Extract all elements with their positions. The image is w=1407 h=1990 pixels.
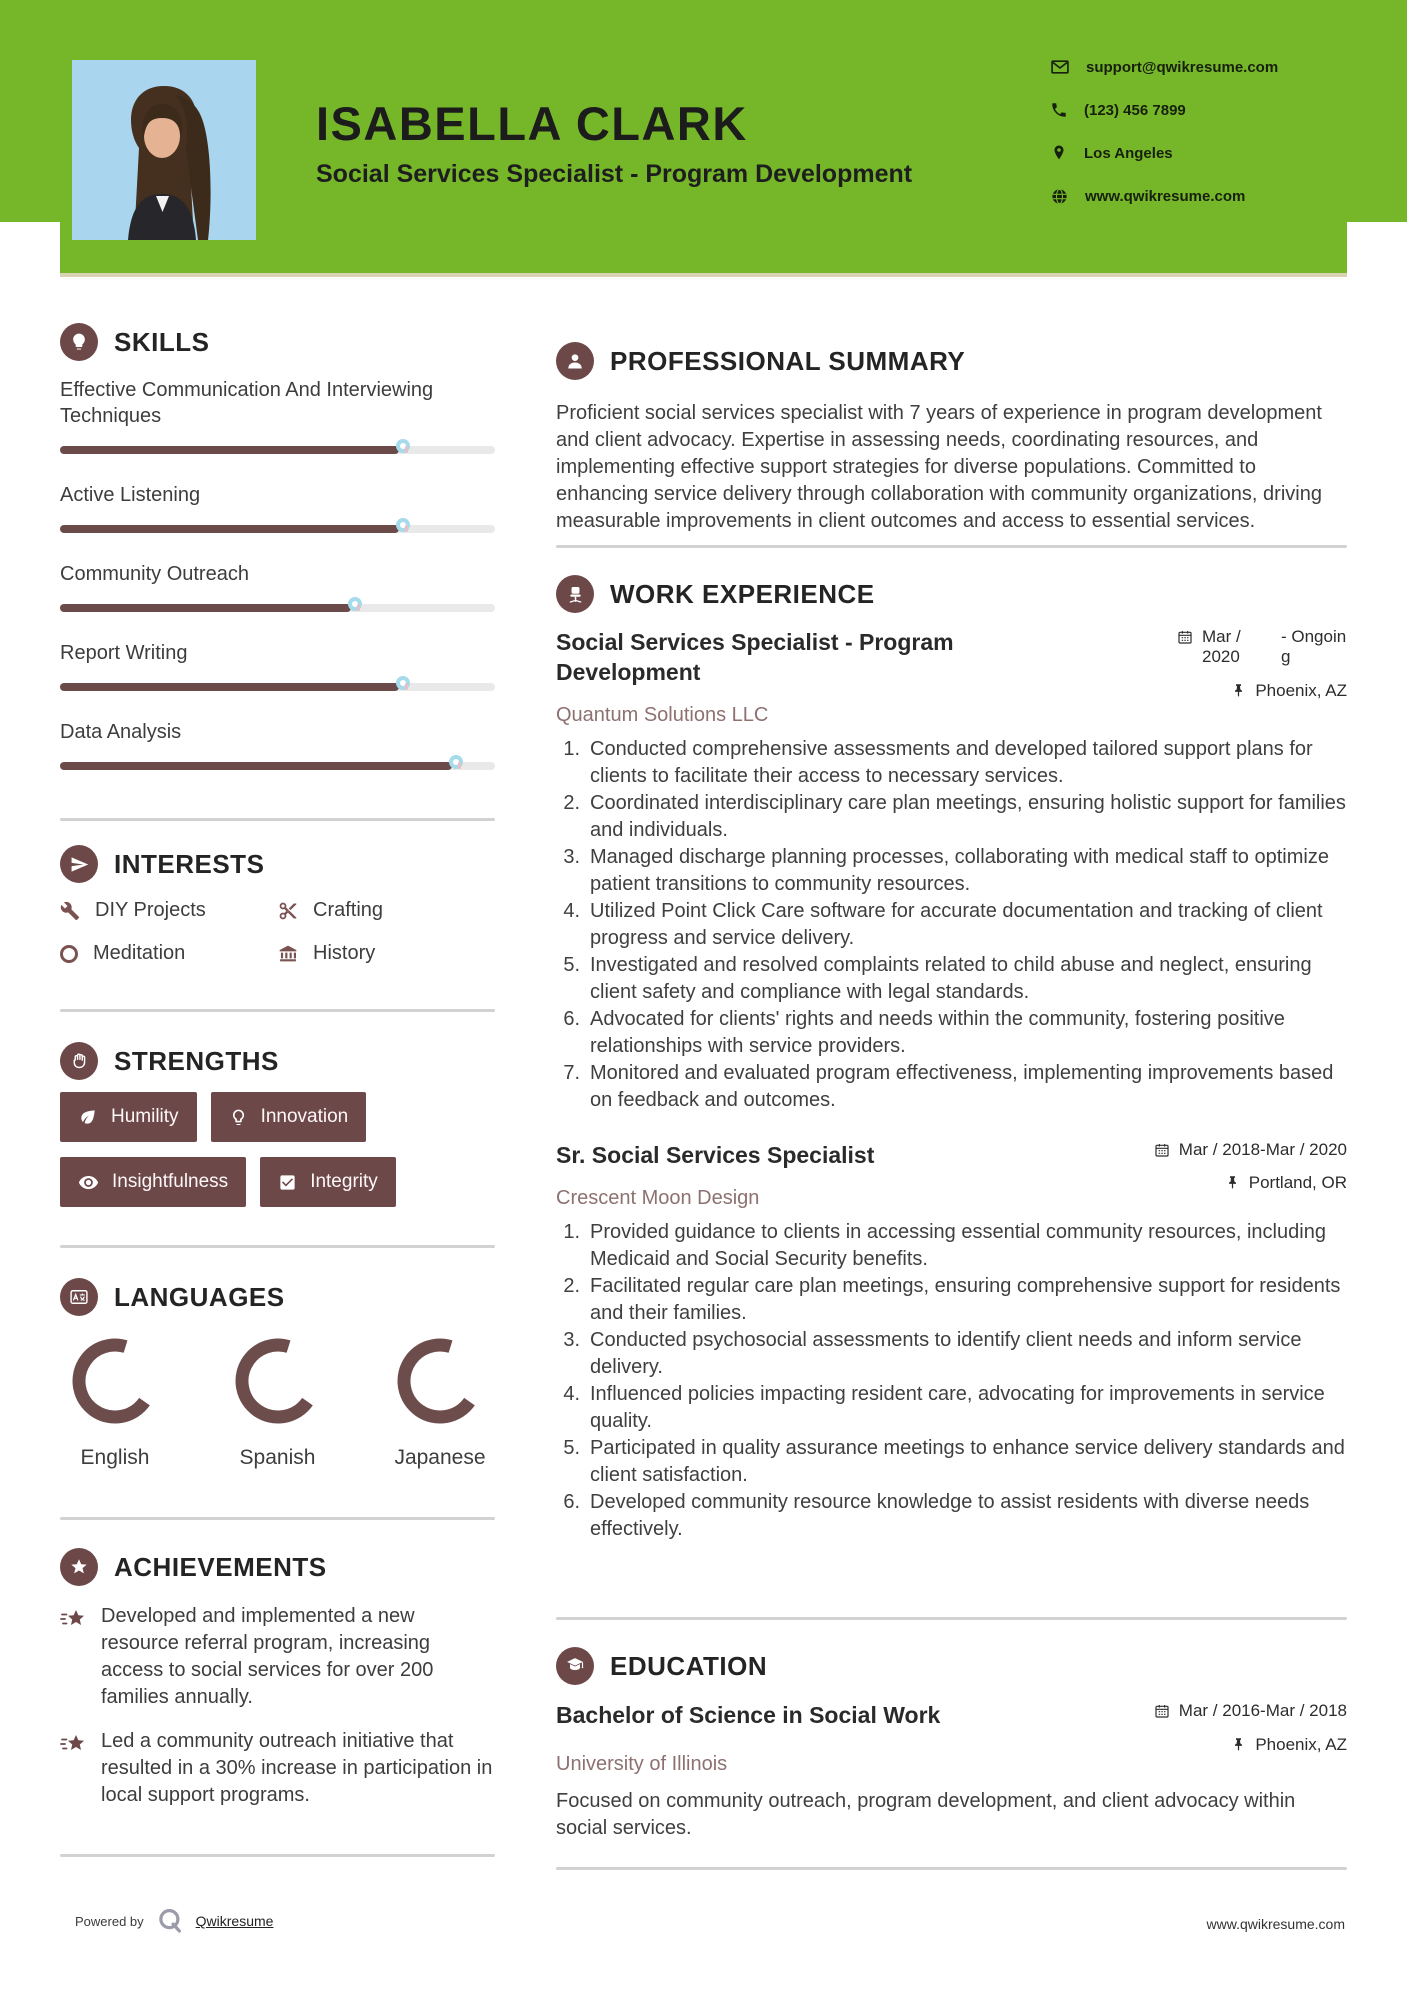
qwikresume-logo-icon bbox=[155, 1906, 185, 1936]
slider-knob bbox=[396, 676, 410, 690]
language-donut bbox=[233, 1336, 323, 1426]
interests-title: INTERESTS bbox=[114, 848, 265, 879]
job-location: Portland, OR bbox=[1087, 1173, 1347, 1193]
language-label: Spanish bbox=[239, 1446, 316, 1469]
job-title: Sr. Social Services Specialist bbox=[556, 1142, 875, 1168]
skill-slider bbox=[60, 683, 495, 691]
work-section-heading bbox=[556, 575, 1347, 613]
office-chair-icon bbox=[556, 575, 594, 613]
language-donut bbox=[70, 1336, 160, 1426]
pushpin-icon bbox=[1231, 1737, 1246, 1752]
slider-knob bbox=[396, 439, 410, 453]
main-content bbox=[60, 281, 1347, 1870]
divider bbox=[60, 1009, 495, 1012]
languages-title: LANGUAGES bbox=[114, 1281, 285, 1312]
contact-block bbox=[1050, 56, 1278, 228]
skill-label: Active Listening bbox=[60, 484, 201, 506]
strength-tags-row bbox=[60, 1092, 495, 1142]
interest-item: DIY Projects bbox=[60, 899, 278, 922]
job-bullet: Participated in quality assurance meetings to enhance service delivery standards and client satisfaction. bbox=[590, 1437, 1345, 1486]
job-bullet: Conducted comprehensive assessments and developed tailored support plans for clients to facilitate their access to necessary services. bbox=[590, 738, 1313, 787]
shooting-star-icon bbox=[60, 1606, 86, 1632]
pushpin-icon bbox=[1231, 683, 1246, 698]
job-date-start: Mar / 2020 bbox=[1202, 627, 1241, 666]
language-label: English bbox=[80, 1446, 150, 1469]
job-title: Social Services Specialist - Program Development bbox=[556, 629, 954, 685]
paper-plane-icon bbox=[60, 845, 98, 883]
skills-title: SKILLS bbox=[114, 326, 210, 357]
calendar-icon bbox=[1154, 1703, 1170, 1719]
person-job-title: Social Services Specialist - Program Development bbox=[316, 160, 913, 188]
interests-list bbox=[60, 899, 495, 965]
achievements-section-heading bbox=[60, 1548, 495, 1586]
globe-icon bbox=[1050, 187, 1069, 206]
skill-label: Community Outreach bbox=[60, 563, 249, 585]
job-bullet: Influenced policies impacting resident care, advocating for improvements in service quality. bbox=[590, 1383, 1325, 1432]
languages-section-heading bbox=[60, 1278, 495, 1316]
work-title: WORK EXPERIENCE bbox=[610, 578, 875, 609]
graduate-icon bbox=[556, 1647, 594, 1685]
job-dates bbox=[1129, 627, 1347, 667]
summary-section-heading bbox=[556, 342, 1347, 380]
envelope-icon bbox=[1050, 57, 1070, 77]
interest-item: Meditation bbox=[60, 942, 278, 965]
skill-label: Effective Communication And Interviewing Techniques bbox=[60, 379, 434, 427]
summary-paragraph: Proficient social services specialist with 7 years of experience in program development and client advocacy. Expertise in assessing needs, coordinating resources, and implementing effective support strategies for diverse populations. Committed to enhancing service delivery through collaboration with community organizations, driving measurable improvements in client outcomes and access to essential services. bbox=[556, 402, 1322, 532]
strength-tag: Humility bbox=[60, 1092, 197, 1142]
circle-icon bbox=[60, 945, 78, 963]
achievements-title: ACHIEVEMENTS bbox=[114, 1551, 327, 1582]
degree-title: Bachelor of Science in Social Work bbox=[556, 1702, 941, 1728]
job-date-range: Mar / 2018-Mar / 2020 bbox=[1178, 1140, 1347, 1159]
education-location: Phoenix, AZ bbox=[1087, 1735, 1347, 1755]
skill-slider bbox=[60, 762, 495, 770]
strengths-title: STRENGTHS bbox=[114, 1045, 279, 1076]
education-title: EDUCATION bbox=[610, 1650, 768, 1681]
strength-tag: Integrity bbox=[260, 1157, 396, 1207]
person-icon bbox=[556, 342, 594, 380]
body-column bbox=[556, 281, 1347, 1870]
divider bbox=[556, 1867, 1347, 1870]
job-date-end: - Ongoing bbox=[1281, 627, 1347, 666]
calendar-icon bbox=[1177, 629, 1193, 645]
job-meta bbox=[1087, 1140, 1347, 1210]
divider bbox=[60, 1517, 495, 1520]
job-bullet: Advocated for clients' rights and needs within the community, fostering positive relationships with service providers. bbox=[590, 1008, 1285, 1057]
job-bullet-list bbox=[556, 1219, 1347, 1543]
divider bbox=[60, 1854, 495, 1857]
divider bbox=[556, 545, 1347, 548]
checkbox-icon bbox=[278, 1173, 297, 1192]
achievement-item: Developed and implemented a new resource referral program, increasing access to social services for over 200 families annually. bbox=[60, 1603, 495, 1711]
profile-photo bbox=[72, 60, 256, 240]
divider bbox=[556, 1617, 1347, 1620]
job-bullet: Investigated and resolved complaints related to child abuse and neglect, ensuring client safety and compliance with legal standards. bbox=[590, 954, 1312, 1003]
education-meta bbox=[1087, 1701, 1347, 1776]
skill-label: Data Analysis bbox=[60, 721, 182, 743]
slider-knob bbox=[449, 755, 463, 769]
wrench-icon bbox=[60, 901, 80, 921]
education-date-range: Mar / 2016-Mar / 2018 bbox=[1178, 1701, 1347, 1720]
job-bullet: Monitored and evaluated program effectiveness, implementing improvements based on feedback and outcomes. bbox=[590, 1062, 1334, 1111]
contact-phone[interactable]: (123) 456 7899 bbox=[1050, 99, 1278, 121]
footer-branding bbox=[75, 1906, 273, 1936]
languages-list bbox=[60, 1336, 495, 1470]
skill-slider bbox=[60, 446, 495, 454]
fist-icon bbox=[60, 1042, 98, 1080]
powered-by-label: Powered by bbox=[75, 1913, 144, 1929]
strength-tag: Innovation bbox=[211, 1092, 367, 1142]
phone-icon bbox=[1050, 101, 1068, 119]
sidebar-column bbox=[60, 281, 495, 1870]
slider-knob bbox=[348, 597, 362, 611]
divider bbox=[60, 818, 495, 821]
museum-icon bbox=[278, 944, 298, 964]
language-item bbox=[60, 1336, 170, 1470]
person-name: ISABELLA CLARK bbox=[316, 97, 748, 150]
contact-email[interactable]: support@qwikresume.com bbox=[1050, 56, 1278, 78]
job-bullet: Facilitated regular care plan meetings, ensuring comprehensive support for residents and their families. bbox=[590, 1275, 1341, 1324]
footer-site-url: www.qwikresume.com bbox=[1206, 1916, 1345, 1932]
location-pin-icon bbox=[1050, 144, 1068, 162]
language-item bbox=[223, 1336, 333, 1470]
achievement-item: Led a community outreach initiative that resulted in a 30% increase in participation in local support programs. bbox=[60, 1728, 495, 1809]
job-dates bbox=[1087, 1140, 1347, 1160]
job-header bbox=[556, 1140, 1347, 1210]
profile-photo-illustration bbox=[72, 60, 256, 240]
strength-tags-row bbox=[60, 1157, 495, 1207]
school-name: University of Illinois bbox=[556, 1753, 728, 1775]
job-bullet: Provided guidance to clients in accessing essential community resources, including Medicaid and Social Security benefits. bbox=[590, 1221, 1326, 1270]
education-dates bbox=[1087, 1701, 1347, 1721]
job-bullet-list bbox=[556, 736, 1347, 1114]
strength-tag: Insightfulness bbox=[60, 1157, 246, 1207]
eye-icon bbox=[78, 1172, 99, 1193]
language-label: Japanese bbox=[394, 1446, 486, 1469]
qwikresume-link[interactable]: Qwikresume bbox=[195, 1913, 274, 1929]
skills-section-heading bbox=[60, 323, 495, 361]
language-item bbox=[385, 1336, 495, 1470]
job-header bbox=[556, 627, 1347, 727]
job-bullet: Conducted psychosocial assessments to identify client needs and inform service delivery. bbox=[590, 1329, 1302, 1378]
scissors-icon bbox=[278, 901, 298, 921]
language-donut bbox=[395, 1336, 485, 1426]
education-section-heading bbox=[556, 1647, 1347, 1685]
pushpin-icon bbox=[1225, 1175, 1240, 1190]
job-bullet: Coordinated interdisciplinary care plan meetings, ensuring holistic support for families and individuals. bbox=[590, 792, 1346, 841]
lightbulb-icon bbox=[60, 323, 98, 361]
education-description: Focused on community outreach, program development, and client advocacy within social services. bbox=[556, 1790, 1296, 1839]
job-meta bbox=[1129, 627, 1347, 727]
star-circle-icon bbox=[60, 1548, 98, 1586]
slider-knob bbox=[396, 518, 410, 532]
interests-section-heading bbox=[60, 845, 495, 883]
job-company: Crescent Moon Design bbox=[556, 1187, 760, 1209]
leaf-icon bbox=[78, 1107, 98, 1127]
job-bullet: Utilized Point Click Care software for accurate documentation and tracking of client progress and service delivery. bbox=[590, 900, 1323, 949]
contact-website[interactable]: www.qwikresume.com bbox=[1050, 185, 1278, 207]
shooting-star-icon bbox=[60, 1731, 86, 1757]
skill-slider bbox=[60, 525, 495, 533]
job-bullet: Managed discharge planning processes, collaborating with medical staff to optimize patient transitions to community resources. bbox=[590, 846, 1329, 895]
job-company: Quantum Solutions LLC bbox=[556, 704, 769, 726]
interest-item: History bbox=[278, 942, 495, 965]
skill-label: Report Writing bbox=[60, 642, 188, 664]
bulb-icon bbox=[229, 1108, 248, 1127]
education-entry bbox=[556, 1701, 1347, 1776]
summary-title: PROFESSIONAL SUMMARY bbox=[610, 345, 966, 376]
skill-slider bbox=[60, 604, 495, 612]
contact-location: Los Angeles bbox=[1050, 142, 1278, 164]
interest-item: Crafting bbox=[278, 899, 495, 922]
job-location: Phoenix, AZ bbox=[1129, 681, 1347, 701]
translate-icon bbox=[60, 1278, 98, 1316]
job-bullet: Developed community resource knowledge to assist residents with diverse needs effectively. bbox=[590, 1491, 1310, 1540]
strengths-section-heading bbox=[60, 1042, 495, 1080]
calendar-icon bbox=[1154, 1142, 1170, 1158]
divider bbox=[60, 1245, 495, 1248]
